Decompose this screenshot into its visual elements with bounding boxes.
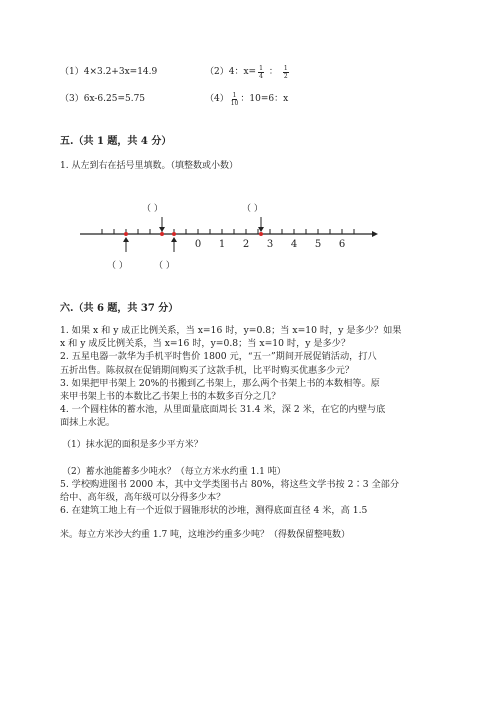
question-4-sub-2: （2）蓄水池能蓄多少吨水？（每立方米水约重 1.1 吨） bbox=[62, 467, 286, 477]
fraction-denominator: 10 bbox=[230, 99, 239, 107]
axis-arrowhead-icon bbox=[372, 231, 378, 237]
bottom-answer-paren-1: （ ） bbox=[107, 261, 128, 271]
down-arrow-2-icon bbox=[258, 227, 264, 232]
up-arrow-1-icon bbox=[123, 237, 129, 242]
fraction-denominator: 2 bbox=[283, 72, 288, 80]
section-5-title: 五.（共 1 题，共 4 分） bbox=[60, 136, 172, 147]
point-marker-3 bbox=[172, 232, 176, 236]
text-line: 6. 在建筑工地上有一个近似于圆锥形状的沙堆，测得底面直径 4 米，高 1.5 bbox=[60, 505, 368, 517]
bottom-answer-paren-2: （ ） bbox=[154, 261, 175, 271]
number-line-figure bbox=[70, 196, 390, 276]
tick-label-2: 2 bbox=[242, 239, 250, 250]
text-line: 3. 如果把甲书架上 20%的书搬到乙书架上，那么两个书架上书的本数相等。原 bbox=[60, 377, 380, 389]
text-line: 4. 一个圆柱体的蓄水池，从里面量底面周长 31.4 米，深 2 米，在它的内壁与底 bbox=[60, 404, 386, 416]
text-line: 来甲书架上书的本数比乙书架上书的本数多百分之几？ bbox=[60, 391, 281, 403]
fraction-one-quarter bbox=[258, 65, 264, 80]
top-answer-paren-1: （ ） bbox=[142, 204, 163, 214]
equation-4 bbox=[205, 89, 288, 109]
equation-4-suffix: ：10=6：x bbox=[240, 94, 289, 104]
tick-label-5: 5 bbox=[314, 239, 322, 250]
point-marker-1 bbox=[124, 232, 128, 236]
top-answer-paren-2: （ ） bbox=[242, 204, 263, 214]
fraction-numerator: 1 bbox=[232, 91, 237, 99]
up-arrow-2-icon bbox=[171, 237, 177, 242]
text-line: x 和 y 成反比例关系，当 x=16 时，y=0.8；当 x=10 时，y 是多少？ bbox=[60, 338, 351, 350]
text-line: 1. 如果 x 和 y 成正比例关系，当 x=16 时，y=0.8；当 x=10 时，y 是多少？如果 bbox=[60, 325, 402, 336]
equation-1: （1）4×3.2+3x=14.9 bbox=[60, 67, 158, 77]
fraction-numerator: 1 bbox=[283, 64, 288, 72]
tick-label-3: 3 bbox=[266, 239, 274, 250]
point-marker-2 bbox=[160, 232, 164, 236]
fraction-one-tenth bbox=[231, 92, 239, 107]
text-line: 给中、高年级，高年级可以分得多少本？ bbox=[60, 492, 226, 504]
section-6-questions-5-6 bbox=[60, 478, 452, 518]
fraction-numerator: 1 bbox=[259, 64, 263, 72]
tick-label-6: 6 bbox=[338, 239, 346, 250]
tick-label-1: 1 bbox=[218, 239, 226, 250]
tick-label-4: 4 bbox=[290, 239, 298, 250]
text-line: 2. 五星电器一款华为手机平时售价 1800 元，“五一”期间开展促销活动，打八 bbox=[60, 351, 377, 363]
section-6-questions-1-4 bbox=[60, 324, 452, 430]
text-line: 面抹上水泥。 bbox=[60, 417, 116, 429]
tick-marks bbox=[102, 229, 354, 234]
point-marker-4 bbox=[259, 232, 263, 236]
question-5-1: 1. 从左到右在括号里填数。（填整数或小数） bbox=[60, 161, 238, 171]
fraction-denominator: 4 bbox=[259, 72, 263, 80]
fraction-one-half bbox=[283, 65, 289, 80]
text-line: 5. 学校购进图书 2000 本，其中文学类图书占 80%，将这些文学书按 2∶3 全部分 bbox=[60, 479, 400, 490]
question-6-last-line: 米。每立方米沙大约重 1.7 吨，这堆沙约重多少吨？（得数保留整吨数） bbox=[60, 530, 351, 540]
section-6-title: 六.（共 6 题，共 37 分） bbox=[60, 303, 179, 314]
equation-4-prefix: （4） bbox=[205, 94, 229, 104]
equation-2-prefix: （2）4：x= bbox=[205, 67, 257, 77]
equation-3: （3）6x-6.25=5.75 bbox=[60, 94, 146, 104]
tick-label-0: 0 bbox=[194, 239, 202, 250]
question-4-sub-1: （1）抹水泥的面积是多少平方米？ bbox=[62, 440, 203, 450]
equation-2 bbox=[205, 62, 291, 82]
text-line: 五折出售。陈叔叔在促销期间购买了这款手机，比平时购买优惠多少元？ bbox=[60, 364, 354, 376]
ratio-colon: ： bbox=[268, 67, 278, 77]
